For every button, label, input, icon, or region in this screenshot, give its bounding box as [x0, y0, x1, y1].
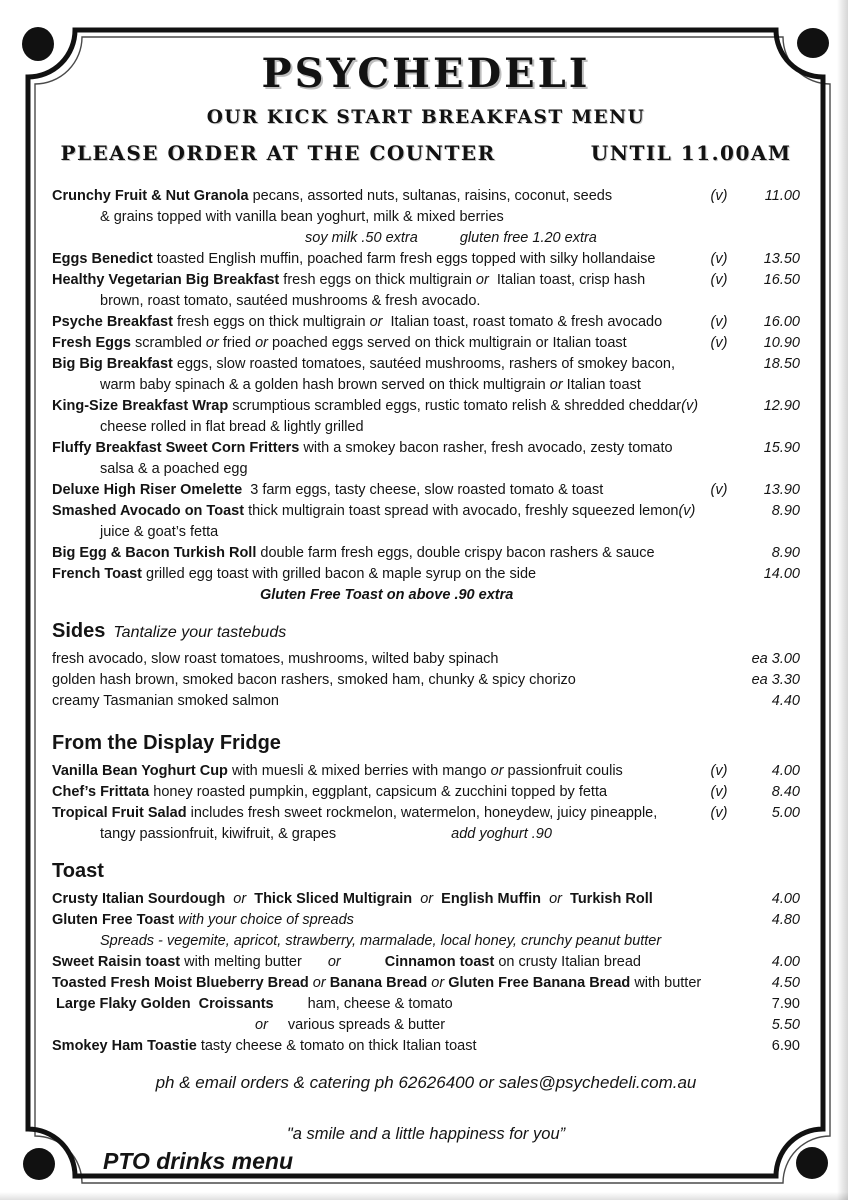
text-run: or: [490, 763, 504, 779]
row-text: [52, 417, 696, 438]
row-text: [52, 931, 696, 952]
price: 14.00: [763, 566, 800, 582]
price: 18.50: [763, 356, 800, 372]
price: 4.00: [771, 763, 800, 779]
scan-shadow-right: [837, 0, 848, 1200]
vegetarian-marker: [696, 207, 742, 228]
row-text: [52, 824, 696, 845]
text-run: double farm fresh eggs, double crispy bacon rashers & sauce: [260, 545, 655, 561]
section-heading: [52, 730, 800, 758]
row-text: [52, 354, 696, 375]
vegetarian-marker: [696, 228, 742, 249]
price: [742, 228, 800, 249]
text-run: Deluxe High Riser Omelette: [52, 482, 247, 498]
row-text: [52, 375, 696, 396]
text-run: includes fresh sweet rockmelon, watermelon, honeydew, juicy pineapple,: [190, 805, 658, 821]
row-text: [52, 973, 702, 994]
row-text: [52, 952, 696, 973]
price: ea 3.00: [751, 651, 800, 667]
text-run: Thick Sliced Multigrain: [250, 891, 417, 907]
row-text: [52, 761, 696, 782]
vegetarian-marker: [696, 691, 742, 712]
text-run: or: [229, 891, 251, 907]
vegetarian-marker: [696, 585, 742, 606]
vegetarian-marker: [696, 889, 742, 910]
row-text: [52, 270, 696, 291]
menu-row: [52, 889, 800, 910]
vegetarian-marker: [696, 910, 742, 931]
price: [742, 824, 800, 845]
price: 4.80: [771, 912, 800, 928]
vegetarian-marker: [696, 952, 742, 973]
text-run: Cinnamon toast: [384, 954, 495, 970]
text-run: cheese rolled in flat bread & lightly grilled: [100, 419, 364, 435]
corner-dot-top-left: [22, 27, 54, 61]
row-text: [52, 228, 696, 249]
section-heading: [52, 618, 800, 646]
vegetarian-marker: (v): [710, 272, 728, 288]
price: 10.90: [763, 335, 800, 351]
text-run: Vanilla Bean Yoghurt Cup: [52, 763, 232, 779]
text-run: tasty cheese & tomato on thick Italian toast: [200, 1038, 477, 1054]
text-run: scrumptious scrambled eggs, rustic tomato relish & shredded cheddar: [232, 398, 682, 414]
menu-row: [52, 1015, 800, 1036]
text-run: juice & goat’s fetta: [100, 524, 219, 540]
row-text: [52, 564, 696, 585]
text-run: add yoghurt .90: [451, 826, 552, 842]
menu-row: [52, 207, 800, 228]
text-run: English Muffin: [437, 891, 546, 907]
menu-row: [52, 782, 800, 803]
vegetarian-marker: [696, 375, 742, 396]
vegetarian-marker: (v): [710, 188, 728, 204]
text-run: King-Size Breakfast Wrap: [52, 398, 233, 414]
row-text: [52, 459, 696, 480]
price: 4.40: [771, 693, 800, 709]
pto-note: PTO drinks menu: [103, 1148, 294, 1174]
price: [742, 522, 800, 543]
vegetarian-marker: [696, 522, 742, 543]
text-run: ham, cheese & tomato: [307, 996, 453, 1012]
row-text: [52, 649, 696, 670]
price: ea 3.30: [751, 672, 800, 688]
row-text: [52, 186, 696, 207]
price: [742, 931, 800, 952]
text-run: fresh avocado, slow roast tomatoes, mushrooms, wilted baby spinach: [52, 651, 499, 667]
price: [742, 291, 800, 312]
menu-row: [52, 585, 800, 606]
vegetarian-marker: (v): [710, 335, 728, 351]
text-run: Toasted Fresh Moist Blueberry Bread: [52, 975, 313, 991]
text-run: fresh eggs on thick multigrain: [176, 314, 370, 330]
vegetarian-marker: [696, 501, 742, 522]
text-run: thick multigrain toast spread with avocado, freshly squeezed lemon: [248, 503, 679, 519]
text-run: Healthy Vegetarian Big Breakfast: [52, 272, 284, 288]
row-text: [52, 803, 696, 824]
price: 5.50: [771, 1017, 800, 1033]
row-text: [52, 994, 696, 1015]
text-run: or: [327, 954, 341, 970]
menu-row: [52, 824, 800, 845]
vegetarian-marker: [696, 1015, 742, 1036]
row-text: [52, 312, 696, 333]
price: [742, 375, 800, 396]
row-text: [52, 889, 696, 910]
text-run: tangy passionfruit, kiwifruit, & grapes: [100, 826, 337, 842]
text-run: Italian toast, crisp hash: [488, 272, 646, 288]
price: 13.50: [763, 251, 800, 267]
text-run: Turkish Roll: [566, 891, 653, 907]
text-run: or: [549, 377, 563, 393]
row-text: [52, 291, 696, 312]
text-run: brown, roast tomato, sautéed mushrooms & fresh avocado.: [100, 293, 481, 309]
menu-row: [52, 249, 800, 270]
price: 5.00: [771, 805, 800, 821]
vegetarian-marker: (v): [710, 251, 728, 267]
text-run: French Toast: [52, 566, 146, 582]
menu-row: [52, 691, 800, 712]
text-run: Italian toast: [562, 377, 641, 393]
text-run: Gluten Free Banana Bread: [448, 975, 635, 991]
text-run: or: [475, 272, 489, 288]
order-instruction: PLEASE ORDER AT THE COUNTER: [60, 141, 496, 165]
scan-shadow-bottom: [0, 1192, 848, 1200]
price: 8.90: [771, 503, 800, 519]
menu-row: [52, 228, 800, 249]
menu-row: [52, 480, 800, 501]
text-run: Italian toast, roast tomato & fresh avocado: [382, 314, 663, 330]
menu-row: [52, 952, 800, 973]
text-run: Toast: [52, 860, 104, 882]
menu-section-breakfast: [52, 186, 800, 606]
serving-hours: UNTIL 11.00AM: [590, 141, 792, 165]
text-run: Smokey Ham Toastie: [52, 1038, 201, 1054]
row-text: [52, 522, 696, 543]
vegetarian-marker: [696, 1036, 742, 1057]
text-run: Banana Bread: [329, 975, 432, 991]
price: 12.90: [763, 398, 800, 414]
text-run: Sides: [52, 620, 106, 642]
vegetarian-marker: [696, 670, 742, 691]
text-run: Gluten Free Toast on above .90 extra: [260, 587, 514, 603]
menu-row: [52, 803, 800, 824]
menu-row: [52, 438, 800, 459]
menu-content: [52, 50, 800, 1175]
vegetarian-marker: [696, 994, 742, 1015]
menu-row: [52, 910, 800, 931]
text-run: poached eggs served on thick multigrain or Italian toast: [268, 335, 627, 351]
menu-row: [52, 1036, 800, 1057]
menu-row: [52, 522, 800, 543]
text-run: gluten free 1.20 extra: [459, 230, 597, 246]
menu-row: [52, 396, 800, 417]
menu-row: [52, 417, 800, 438]
text-run: honey roasted pumpkin, eggplant, capsicum & zucchini topped by fetta: [153, 784, 608, 800]
menu-row: [52, 670, 800, 691]
vegetarian-marker: [696, 973, 742, 994]
order-instructions-row: [52, 140, 800, 166]
price: 15.90: [763, 440, 800, 456]
text-run: fresh eggs on thick multigrain: [283, 272, 476, 288]
text-run: on crusty Italian bread: [494, 954, 641, 970]
menu-row: [52, 973, 800, 994]
menu-row: [52, 312, 800, 333]
text-run: or: [312, 975, 330, 991]
price: 16.50: [763, 272, 800, 288]
vegetarian-marker: [696, 459, 742, 480]
text-run: Fresh Eggs: [52, 335, 135, 351]
menu-row: [52, 291, 800, 312]
menu-row: [52, 270, 800, 291]
text-run: with a smokey bacon rasher, fresh avocado, zesty tomato: [303, 440, 673, 456]
price: 4.50: [771, 975, 800, 991]
row-text: [52, 543, 696, 564]
text-run: or: [205, 335, 219, 351]
menu-section-fridge: [52, 730, 800, 845]
row-text: [52, 249, 696, 270]
text-run: Psyche Breakfast: [52, 314, 177, 330]
text-run: or: [431, 975, 449, 991]
row-text: [52, 480, 696, 501]
menu-row: [52, 649, 800, 670]
row-text: [52, 691, 696, 712]
vegetarian-marker: [696, 417, 742, 438]
row-text: [52, 333, 696, 354]
text-run: eggs, slow roasted tomatoes, sautéed mushrooms, rashers of smokey bacon,: [176, 356, 675, 372]
text-run: Tantalize your tastebuds: [113, 624, 287, 641]
text-run: (v): [678, 503, 696, 519]
text-run: Chef’s Frittata: [52, 784, 154, 800]
vegetarian-marker: [696, 931, 742, 952]
text-run: Spreads - vegemite, apricot, strawberry, marmalade, local honey, crunchy peanut butter: [100, 933, 662, 949]
vegetarian-marker: [696, 824, 742, 845]
vegetarian-marker: (v): [710, 805, 728, 821]
menu-row: [52, 375, 800, 396]
row-text: [52, 585, 696, 606]
text-run: passionfruit coulis: [503, 763, 623, 779]
price: [742, 459, 800, 480]
text-run: toasted English muffin, poached farm fresh eggs topped with silky hollandaise: [156, 251, 656, 267]
contact-line: ph & email orders & catering ph 62626400 or sales@psychedeli.com.au: [155, 1073, 697, 1092]
text-run: Big Big Breakfast: [52, 356, 177, 372]
price: [742, 585, 800, 606]
menu-row: [52, 459, 800, 480]
vegetarian-marker: [696, 438, 742, 459]
text-run: or: [416, 891, 438, 907]
text-run: From the Display Fridge: [52, 732, 281, 754]
corner-dot-bottom-right: [796, 1147, 828, 1179]
text-run: warm baby spinach & a golden hash brown served on thick multigrain: [100, 377, 550, 393]
menu-section-sides: [52, 618, 800, 712]
text-run: Crunchy Fruit & Nut Granola: [52, 188, 253, 204]
price: [742, 417, 800, 438]
row-text: [52, 670, 696, 691]
menu-row: [52, 186, 800, 207]
text-run: Sweet Raisin toast: [52, 954, 185, 970]
text-run: Gluten Free Toast: [52, 912, 179, 928]
vegetarian-marker: (v): [710, 314, 728, 330]
corner-dot-top-right: [797, 28, 829, 58]
text-run: 3 farm eggs, tasty cheese, slow roasted tomato & toast: [246, 482, 604, 498]
text-run: with your choice of spreads: [178, 912, 354, 928]
price: 8.90: [771, 545, 800, 561]
vegetarian-marker: (v): [710, 482, 728, 498]
row-text: [52, 501, 696, 522]
menu-subtitle: OUR KICK START BREAKFAST MENU: [206, 107, 646, 128]
vegetarian-marker: [696, 543, 742, 564]
vegetarian-marker: [696, 291, 742, 312]
text-run: scrambled: [135, 335, 206, 351]
menu-row: [52, 543, 800, 564]
text-run: or: [255, 1017, 268, 1033]
menu-row: [52, 761, 800, 782]
text-run: pecans, assorted nuts, sultanas, raisins, coconut, seeds: [252, 188, 613, 204]
text-run: (v): [681, 398, 699, 414]
row-text: [52, 1036, 696, 1057]
text-run: or: [369, 314, 383, 330]
menu-row: [52, 501, 800, 522]
text-run: creamy Tasmanian smoked salmon: [52, 693, 279, 709]
corner-dot-bottom-left: [23, 1148, 55, 1180]
section-heading: [52, 858, 800, 886]
tagline-quote: "a smile and a little happiness for you”: [286, 1125, 566, 1143]
price: 8.40: [771, 784, 800, 800]
text-run: Crusty Italian Sourdough: [52, 891, 230, 907]
row-text: [52, 207, 696, 228]
text-run: with melting butter: [184, 954, 302, 970]
text-run: Fluffy Breakfast Sweet Corn Fritters: [52, 440, 304, 456]
menu-section-toast: [52, 858, 800, 1057]
text-run: fried: [218, 335, 256, 351]
restaurant-title: PSYCHEDELI: [261, 50, 591, 97]
menu-row: [52, 333, 800, 354]
price: 6.90: [771, 1038, 800, 1054]
vegetarian-marker: [696, 396, 742, 417]
text-run: Tropical Fruit Salad: [52, 805, 191, 821]
menu-row: [52, 354, 800, 375]
menu-row: [52, 994, 800, 1015]
vegetarian-marker: (v): [710, 784, 728, 800]
text-run: Big Egg & Bacon Turkish Roll: [52, 545, 261, 561]
text-run: salsa & a poached egg: [100, 461, 248, 477]
menu-row: [52, 564, 800, 585]
price: 16.00: [763, 314, 800, 330]
row-text: [52, 396, 699, 417]
text-run: Smashed Avocado on Toast: [52, 503, 249, 519]
price: 11.00: [764, 188, 800, 204]
text-run: golden hash brown, smoked bacon rashers, smoked ham, chunky & spicy chorizo: [52, 672, 576, 688]
vegetarian-marker: [696, 354, 742, 375]
vegetarian-marker: (v): [710, 763, 728, 779]
price: 7.90: [771, 996, 800, 1012]
row-text: [52, 438, 696, 459]
vegetarian-marker: [696, 649, 742, 670]
price: 4.00: [771, 891, 800, 907]
row-text: [52, 1015, 696, 1036]
text-run: with muesli & mixed berries with mango: [231, 763, 491, 779]
price: 4.00: [771, 954, 800, 970]
text-run: various spreads & butter: [287, 1017, 446, 1033]
menu-row: [52, 931, 800, 952]
vegetarian-marker: [696, 564, 742, 585]
text-run: & grains topped with vanilla bean yoghurt, milk & mixed berries: [100, 209, 504, 225]
text-run: Large Flaky Golden Croissants: [52, 996, 274, 1012]
row-text: [52, 782, 696, 803]
price: [742, 207, 800, 228]
text-run: or: [255, 335, 268, 351]
text-run: grilled egg toast with grilled bacon & maple syrup on the side: [146, 566, 537, 582]
text-run: with butter: [634, 975, 702, 991]
text-run: soy milk .50 extra: [305, 230, 418, 246]
menu-sections: [52, 186, 800, 1057]
text-run: Eggs Benedict: [52, 251, 157, 267]
row-text: [52, 910, 696, 931]
price: 13.90: [763, 482, 800, 498]
text-run: or: [545, 891, 567, 907]
